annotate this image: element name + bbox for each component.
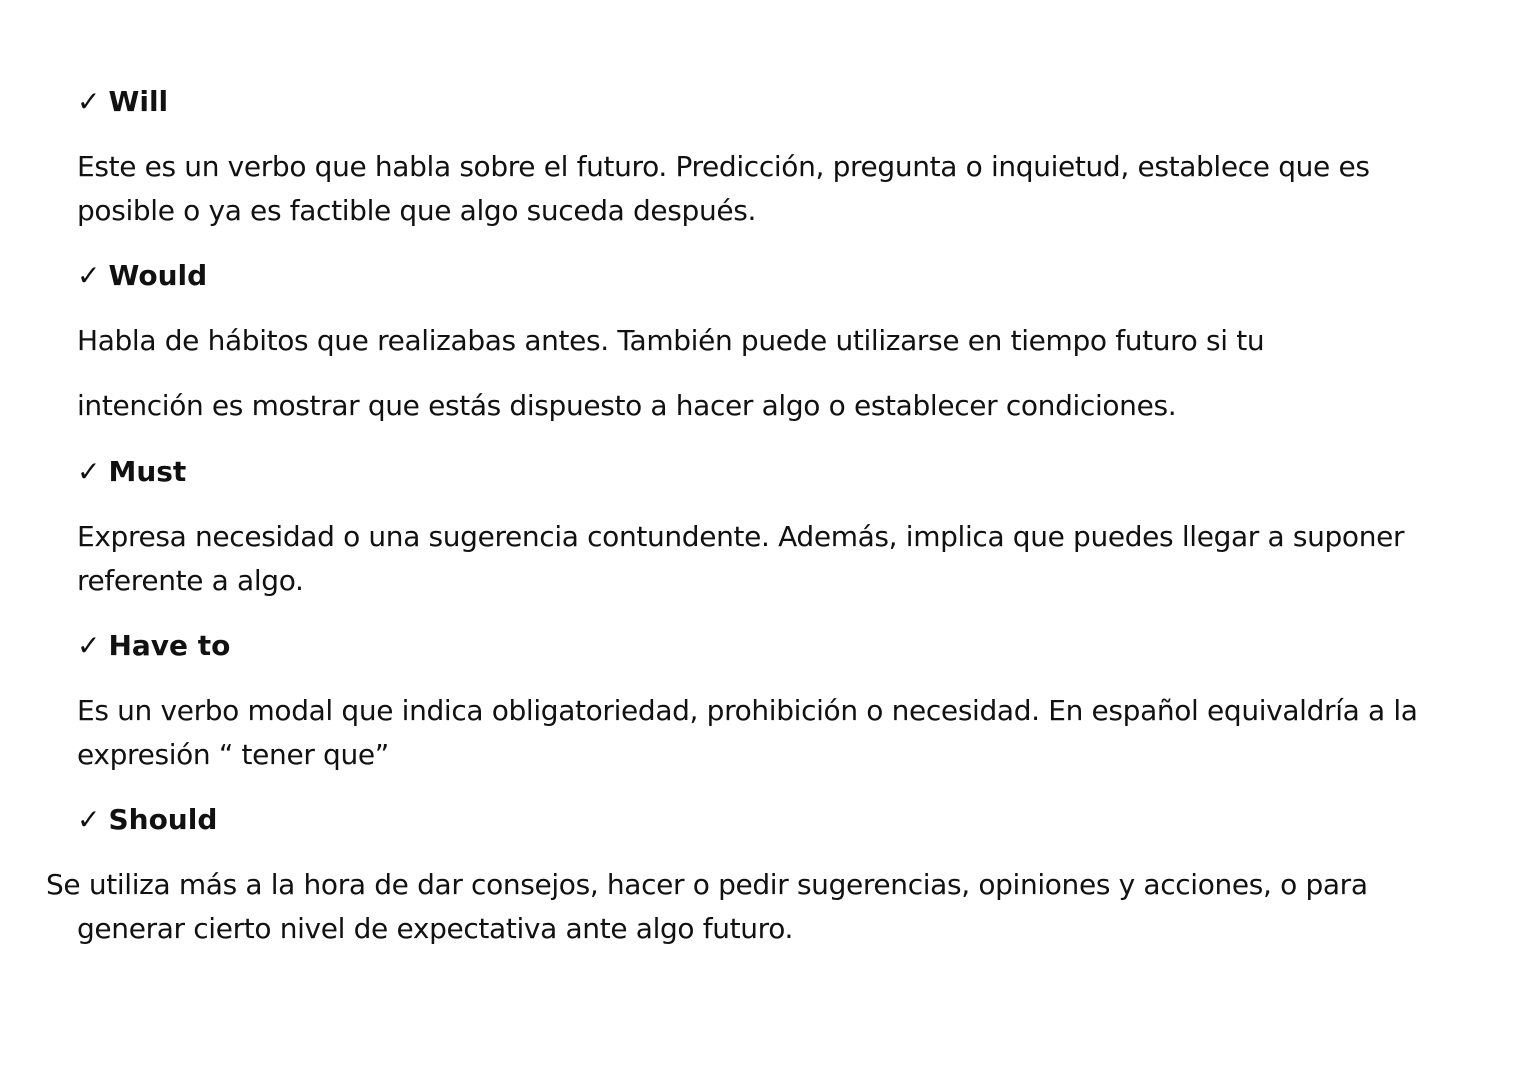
paragraph-line: intención es mostrar que estás dispuesto a hacer algo o establecer condiciones.	[77, 389, 1177, 422]
heading-should	[77, 798, 217, 842]
heading-have-to	[77, 624, 230, 668]
check-icon: ✓	[77, 803, 101, 836]
paragraph-line: posible o ya es factible que algo suceda después.	[77, 194, 757, 227]
heading-text: Must	[108, 455, 187, 488]
paragraph-line: Es un verbo modal que indica obligatoriedad, prohibición o necesidad. En español equivaldría a la	[77, 694, 1418, 727]
paragraph-line: Este es un verbo que habla sobre el futuro. Predicción, pregunta o inquietud, establece que es	[77, 150, 1370, 183]
check-icon: ✓	[77, 259, 101, 292]
paragraph-line: generar cierto nivel de expectativa ante algo futuro.	[77, 912, 794, 945]
check-icon: ✓	[77, 455, 101, 488]
paragraph-line: Se utiliza más a la hora de dar consejos, hacer o pedir sugerencias, opiniones y acciones, o para	[46, 868, 1368, 901]
heading-text: Have to	[108, 629, 231, 662]
paragraph-line: Expresa necesidad o una sugerencia contundente. Además, implica que puedes llegar a suponer	[77, 520, 1405, 553]
paragraph-line: expresión “ tener que”	[77, 738, 389, 771]
heading-text: Should	[108, 803, 218, 836]
heading-text: Will	[108, 85, 169, 118]
paragraph-line: Habla de hábitos que realizabas antes. También puede utilizarse en tiempo futuro si tu	[77, 324, 1265, 357]
heading-must	[77, 450, 186, 494]
paragraph-line: referente a algo.	[77, 564, 304, 597]
heading-will	[77, 80, 168, 124]
check-icon: ✓	[77, 629, 101, 662]
heading-would	[77, 254, 207, 298]
check-icon: ✓	[77, 85, 101, 118]
heading-text: Would	[108, 259, 208, 292]
